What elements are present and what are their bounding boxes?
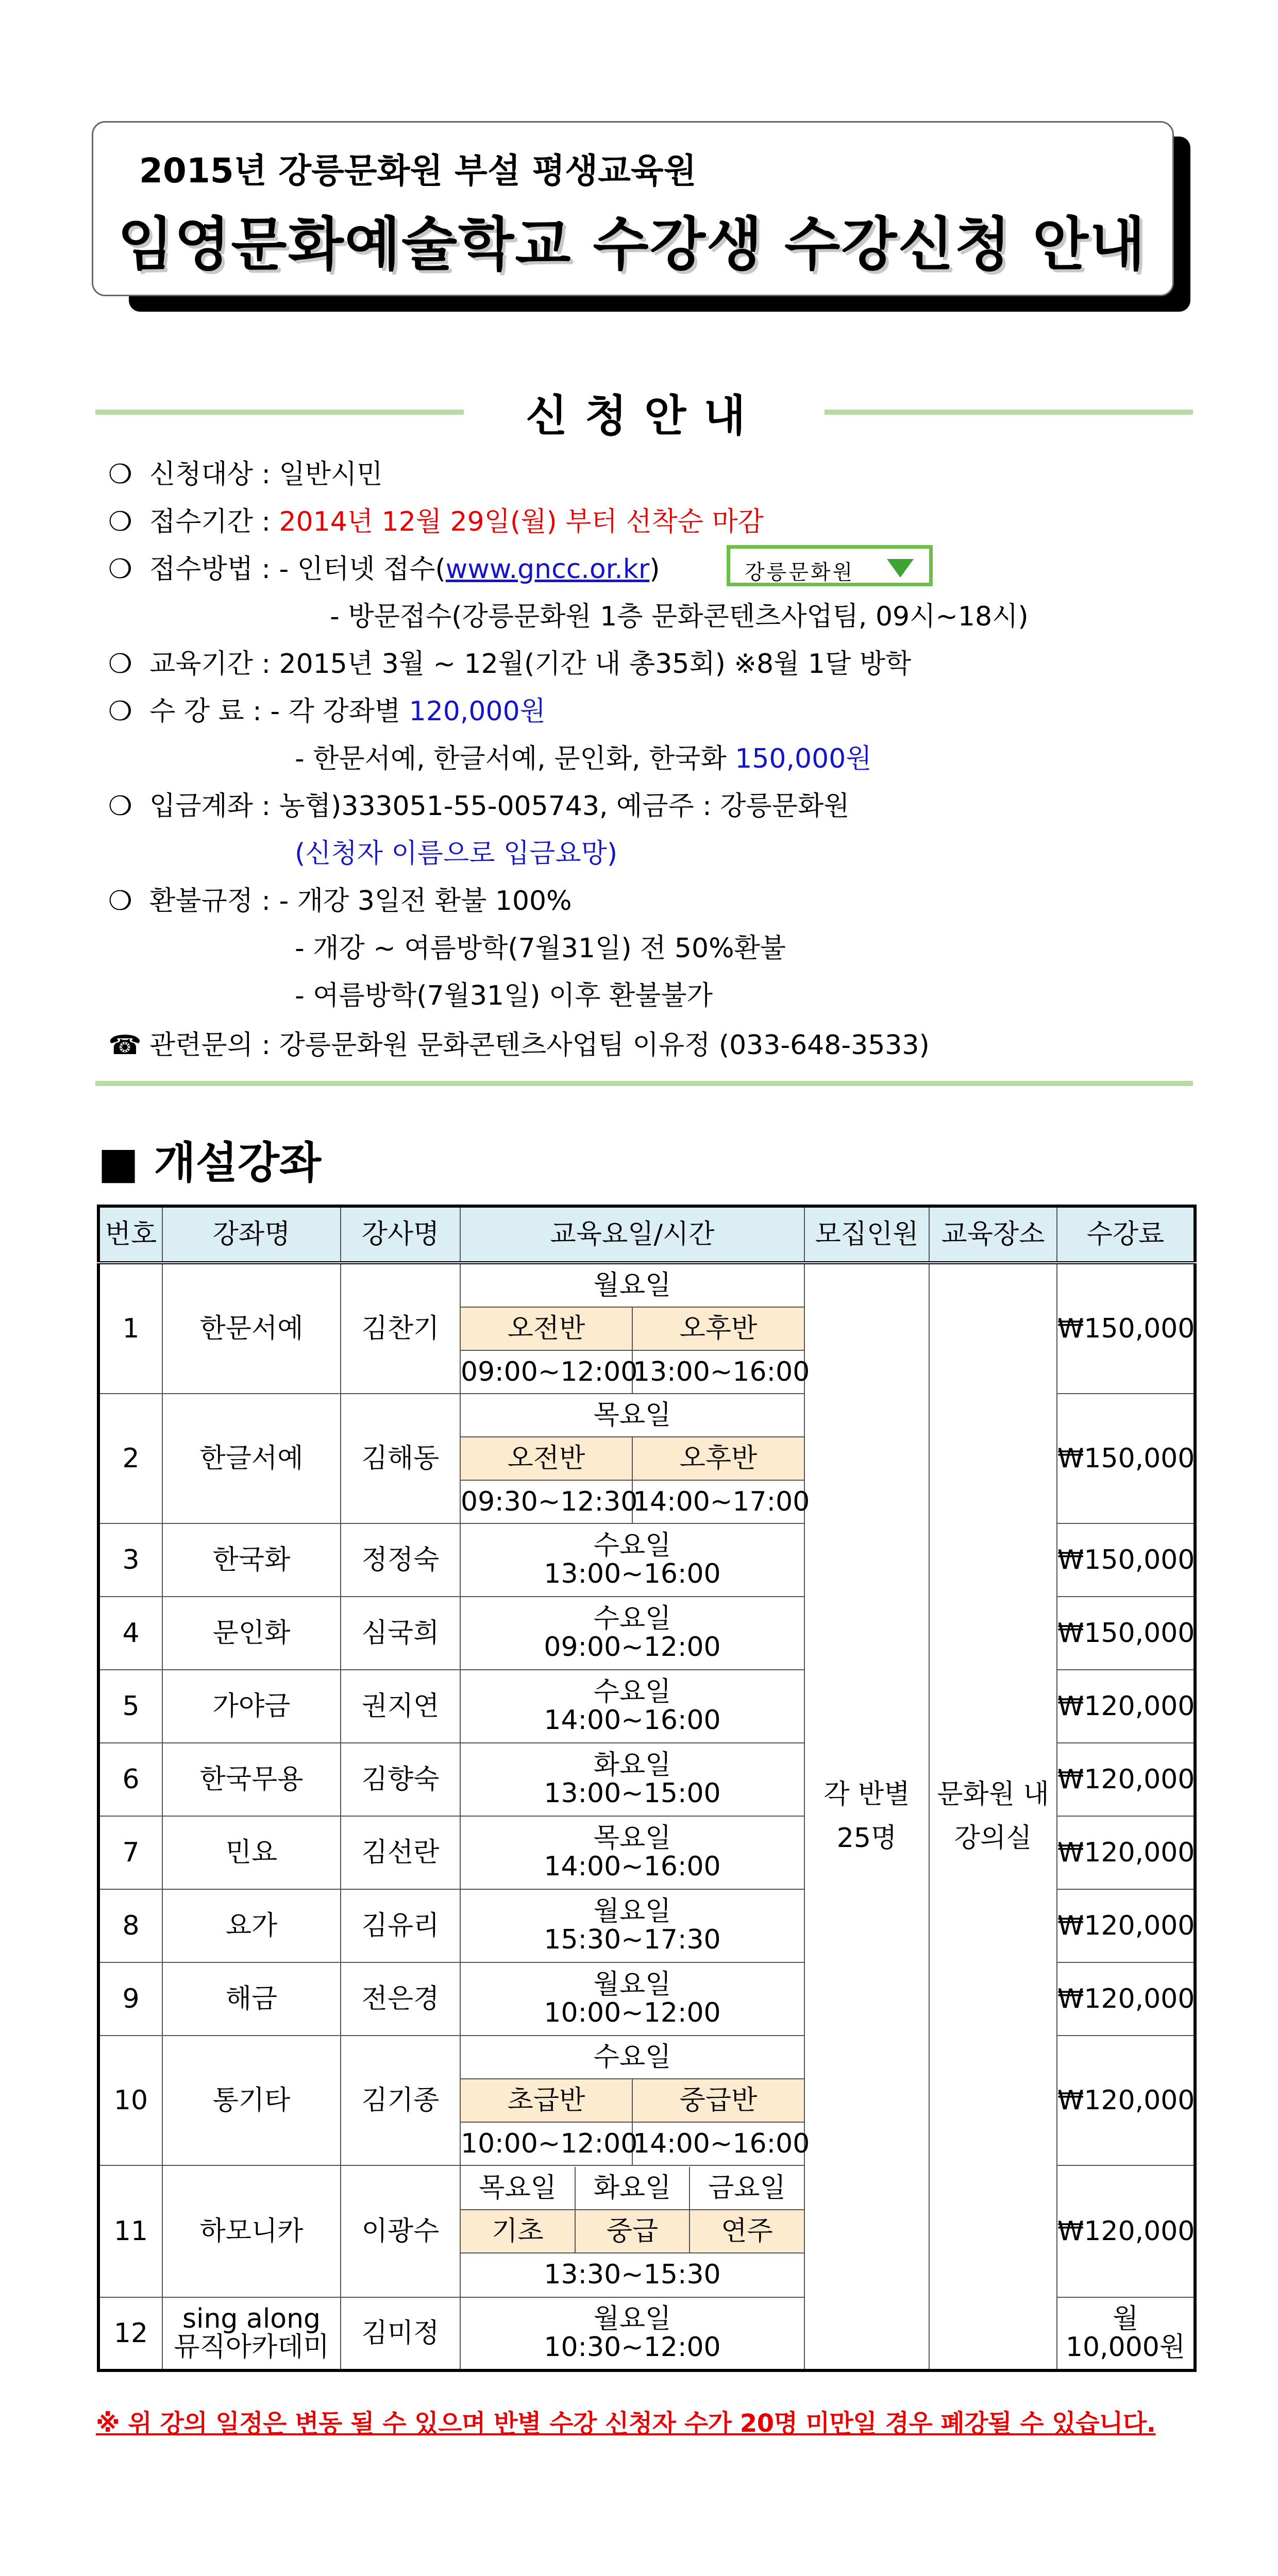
- course-no: 6: [98, 1743, 162, 1816]
- section-divider: [95, 1081, 1193, 1086]
- course-name: 문인화: [162, 1597, 341, 1670]
- header-capacity: 모집인원: [804, 1206, 929, 1263]
- page-title: 임영문화예술학교 수강생 수강신청 안내: [117, 211, 1147, 278]
- course-capacity: 각 반별 25명: [804, 1263, 929, 2370]
- course-fee: ₩120,000: [1057, 1962, 1195, 2036]
- course-teacher: 김선란: [341, 1816, 460, 1889]
- course-name: 해금: [162, 1962, 341, 2036]
- course-schedule: [460, 1394, 810, 1523]
- schedule-class: 연주: [690, 2210, 804, 2253]
- course-teacher: 전은경: [341, 1962, 460, 2036]
- info-method-visit: - 방문접수(강릉문화원 1층 문화콘텐츠사업팀, 09시~18시): [330, 601, 1029, 632]
- schedule-time: 09:00~12:00: [461, 1350, 632, 1393]
- course-heading: ■ 개설강좌: [98, 1138, 322, 1188]
- info-method: ❍ 접수방법 : - 인터넷 접수(www.gncc.or.kr): [108, 554, 660, 585]
- course-no: 2: [98, 1394, 162, 1523]
- schedule-time: 13:00~16:00: [632, 1350, 804, 1393]
- website-link[interactable]: www.gncc.or.kr: [445, 554, 650, 585]
- course-name: 통기타: [162, 2036, 341, 2165]
- section-title: 신청안내: [526, 391, 763, 441]
- table-row: [98, 1263, 1195, 1394]
- info-refund-3: - 여름방학(7월31일) 이후 환불불가: [295, 980, 713, 1011]
- course-name: 하모니카: [162, 2165, 341, 2297]
- course-no: 8: [98, 1889, 162, 1962]
- course-teacher: 이광수: [341, 2165, 460, 2297]
- course-schedule: [460, 1263, 810, 1394]
- schedule-day: 목요일: [593, 1399, 671, 1431]
- course-schedule: 월요일 15:30~17:30: [460, 1889, 804, 1962]
- course-no: 5: [98, 1670, 162, 1743]
- info-contact: ☎ 관련문의 : 강릉문화원 문화콘텐츠사업팀 이유정 (033-648-3533): [108, 1030, 930, 1061]
- course-schedule: 수요일 14:00~16:00: [460, 1670, 804, 1743]
- course-no: 7: [98, 1816, 162, 1889]
- schedule-class: 오후반: [632, 1437, 804, 1480]
- course-fee: ₩120,000: [1057, 2165, 1195, 2297]
- title-subtitle: 2015년 강릉문화원 부설 평생교육원: [139, 151, 697, 191]
- phone-icon: ☎: [108, 1030, 142, 1061]
- schedule-class: 오전반: [461, 1437, 632, 1480]
- info-fee-line2: - 한문서예, 한글서예, 문인화, 한국화 150,000원: [295, 743, 872, 774]
- info-refund: ❍ 환불규정 : - 개강 3일전 환불 100%: [108, 886, 572, 917]
- course-name: 한국화: [162, 1523, 341, 1597]
- header-schedule: 교육요일/시간: [460, 1206, 804, 1263]
- section-rule-left: [95, 410, 464, 415]
- course-schedule: 월요일 10:30~12:00: [460, 2297, 804, 2370]
- course-teacher: 김해동: [341, 1394, 460, 1523]
- course-fee: ₩120,000: [1057, 1889, 1195, 1962]
- course-no: 4: [98, 1597, 162, 1670]
- course-name: 한국무용: [162, 1743, 341, 1816]
- course-teacher: 권지연: [341, 1670, 460, 1743]
- course-schedule: 수요일 13:00~16:00: [460, 1523, 804, 1597]
- schedule-day: 금요일: [690, 2167, 804, 2210]
- schedule-day: 월요일: [593, 1269, 671, 1301]
- course-fee: ₩120,000: [1057, 1743, 1195, 1816]
- info-target: ❍ 신청대상 : 일반시민: [108, 459, 383, 490]
- course-schedule: [460, 2036, 810, 2165]
- bullet-icon: ❍: [108, 649, 132, 680]
- course-teacher: 김향숙: [341, 1743, 460, 1816]
- schedule-day: 화요일: [575, 2167, 690, 2210]
- info-refund-2: - 개강 ~ 여름방학(7월31일) 전 50%환불: [295, 933, 786, 964]
- bullet-icon: ❍: [108, 459, 132, 490]
- site-select-dropdown[interactable]: [727, 545, 933, 586]
- course-fee: ₩120,000: [1057, 1670, 1195, 1743]
- course-fee: ₩150,000: [1057, 1394, 1195, 1523]
- header-fee: 수강료: [1057, 1206, 1195, 1263]
- course-table: [97, 1205, 1197, 2372]
- site-select-value: 강릉문화원: [745, 561, 855, 584]
- course-schedule: 화요일 13:00~15:00: [460, 1743, 804, 1816]
- course-schedule: 월요일 10:00~12:00: [460, 1962, 804, 2036]
- table-header-row: [98, 1206, 1195, 1263]
- course-no: 9: [98, 1962, 162, 2036]
- schedule-class: 오전반: [461, 1307, 632, 1350]
- info-fee: ❍ 수 강 료 : - 각 강좌별 120,000원: [108, 696, 546, 727]
- info-account-note: (신청자 이름으로 입금요망): [295, 838, 618, 869]
- section-rule-right: [825, 410, 1193, 415]
- info-edu-period: ❍ 교육기간 : 2015년 3월 ~ 12월(기간 내 총35회) ※8월 1달 방학: [108, 649, 912, 680]
- course-fee: ₩150,000: [1057, 1523, 1195, 1597]
- course-no: 10: [98, 2036, 162, 2165]
- bullet-icon: ❍: [108, 506, 132, 537]
- course-name: 한글서예: [162, 1394, 341, 1523]
- course-schedule: 목요일 14:00~16:00: [460, 1816, 804, 1889]
- course-teacher: 김미정: [341, 2297, 460, 2370]
- course-name: 가야금: [162, 1670, 341, 1743]
- bullet-icon: ❍: [108, 696, 132, 727]
- course-place: 문화원 내 강의실: [929, 1263, 1057, 2370]
- schedule-class: 초급반: [461, 2079, 632, 2122]
- footnote: ※ 위 강의 일정은 변동 될 수 있으며 반별 수강 신청자 수가 20명 미만일 경우 폐강될 수 있습니다.: [96, 2409, 1156, 2438]
- header-place: 교육장소: [929, 1206, 1057, 1263]
- course-schedule: [460, 2165, 804, 2297]
- course-no: 1: [98, 1263, 162, 1394]
- course-no: 12: [98, 2297, 162, 2370]
- schedule-time: 10:00~12:00: [461, 2122, 632, 2165]
- course-teacher: 김기종: [341, 2036, 460, 2165]
- schedule-class: 기초: [461, 2210, 575, 2253]
- triangle-down-icon: [887, 559, 914, 578]
- schedule-day: 수요일: [593, 2041, 671, 2073]
- schedule-time: 09:30~12:30: [461, 1480, 632, 1523]
- course-teacher: 김유리: [341, 1889, 460, 1962]
- course-name: sing along 뮤직아카데미: [162, 2297, 341, 2370]
- course-teacher: 정정숙: [341, 1523, 460, 1597]
- course-fee: ₩120,000: [1057, 1816, 1195, 1889]
- header-no: 번호: [98, 1206, 162, 1263]
- course-fee: ₩150,000: [1057, 1263, 1195, 1394]
- course-no: 11: [98, 2165, 162, 2297]
- course-schedule: 수요일 09:00~12:00: [460, 1597, 804, 1670]
- course-teacher: 심국희: [341, 1597, 460, 1670]
- info-account: ❍ 입금계좌 : 농협)333051-55-005743, 예금주 : 강릉문화원: [108, 791, 850, 822]
- course-name: 요가: [162, 1889, 341, 1962]
- schedule-day: 목요일: [479, 2172, 557, 2204]
- schedule-time: 14:00~17:00: [632, 1480, 804, 1523]
- course-fee: 월 10,000원: [1057, 2297, 1195, 2370]
- course-teacher: 김찬기: [341, 1263, 460, 1394]
- course-fee: ₩150,000: [1057, 1597, 1195, 1670]
- schedule-class: 중급: [575, 2210, 690, 2253]
- course-name: 민요: [162, 1816, 341, 1889]
- header-teacher: 강사명: [341, 1206, 460, 1263]
- info-period: ❍ 접수기간 : 2014년 12월 29일(월) 부터 선착순 마감: [108, 506, 764, 537]
- schedule-time: 13:30~15:30: [461, 2253, 804, 2296]
- schedule-time: 14:00~16:00: [632, 2122, 804, 2165]
- bullet-icon: ❍: [108, 886, 132, 917]
- bullet-icon: ❍: [108, 791, 132, 822]
- course-no: 3: [98, 1523, 162, 1597]
- header-course: 강좌명: [162, 1206, 341, 1263]
- course-fee: ₩120,000: [1057, 2036, 1195, 2165]
- course-name: 한문서예: [162, 1263, 341, 1394]
- bullet-icon: ❍: [108, 554, 132, 585]
- schedule-class: 중급반: [632, 2079, 804, 2122]
- schedule-class: 오후반: [632, 1307, 804, 1350]
